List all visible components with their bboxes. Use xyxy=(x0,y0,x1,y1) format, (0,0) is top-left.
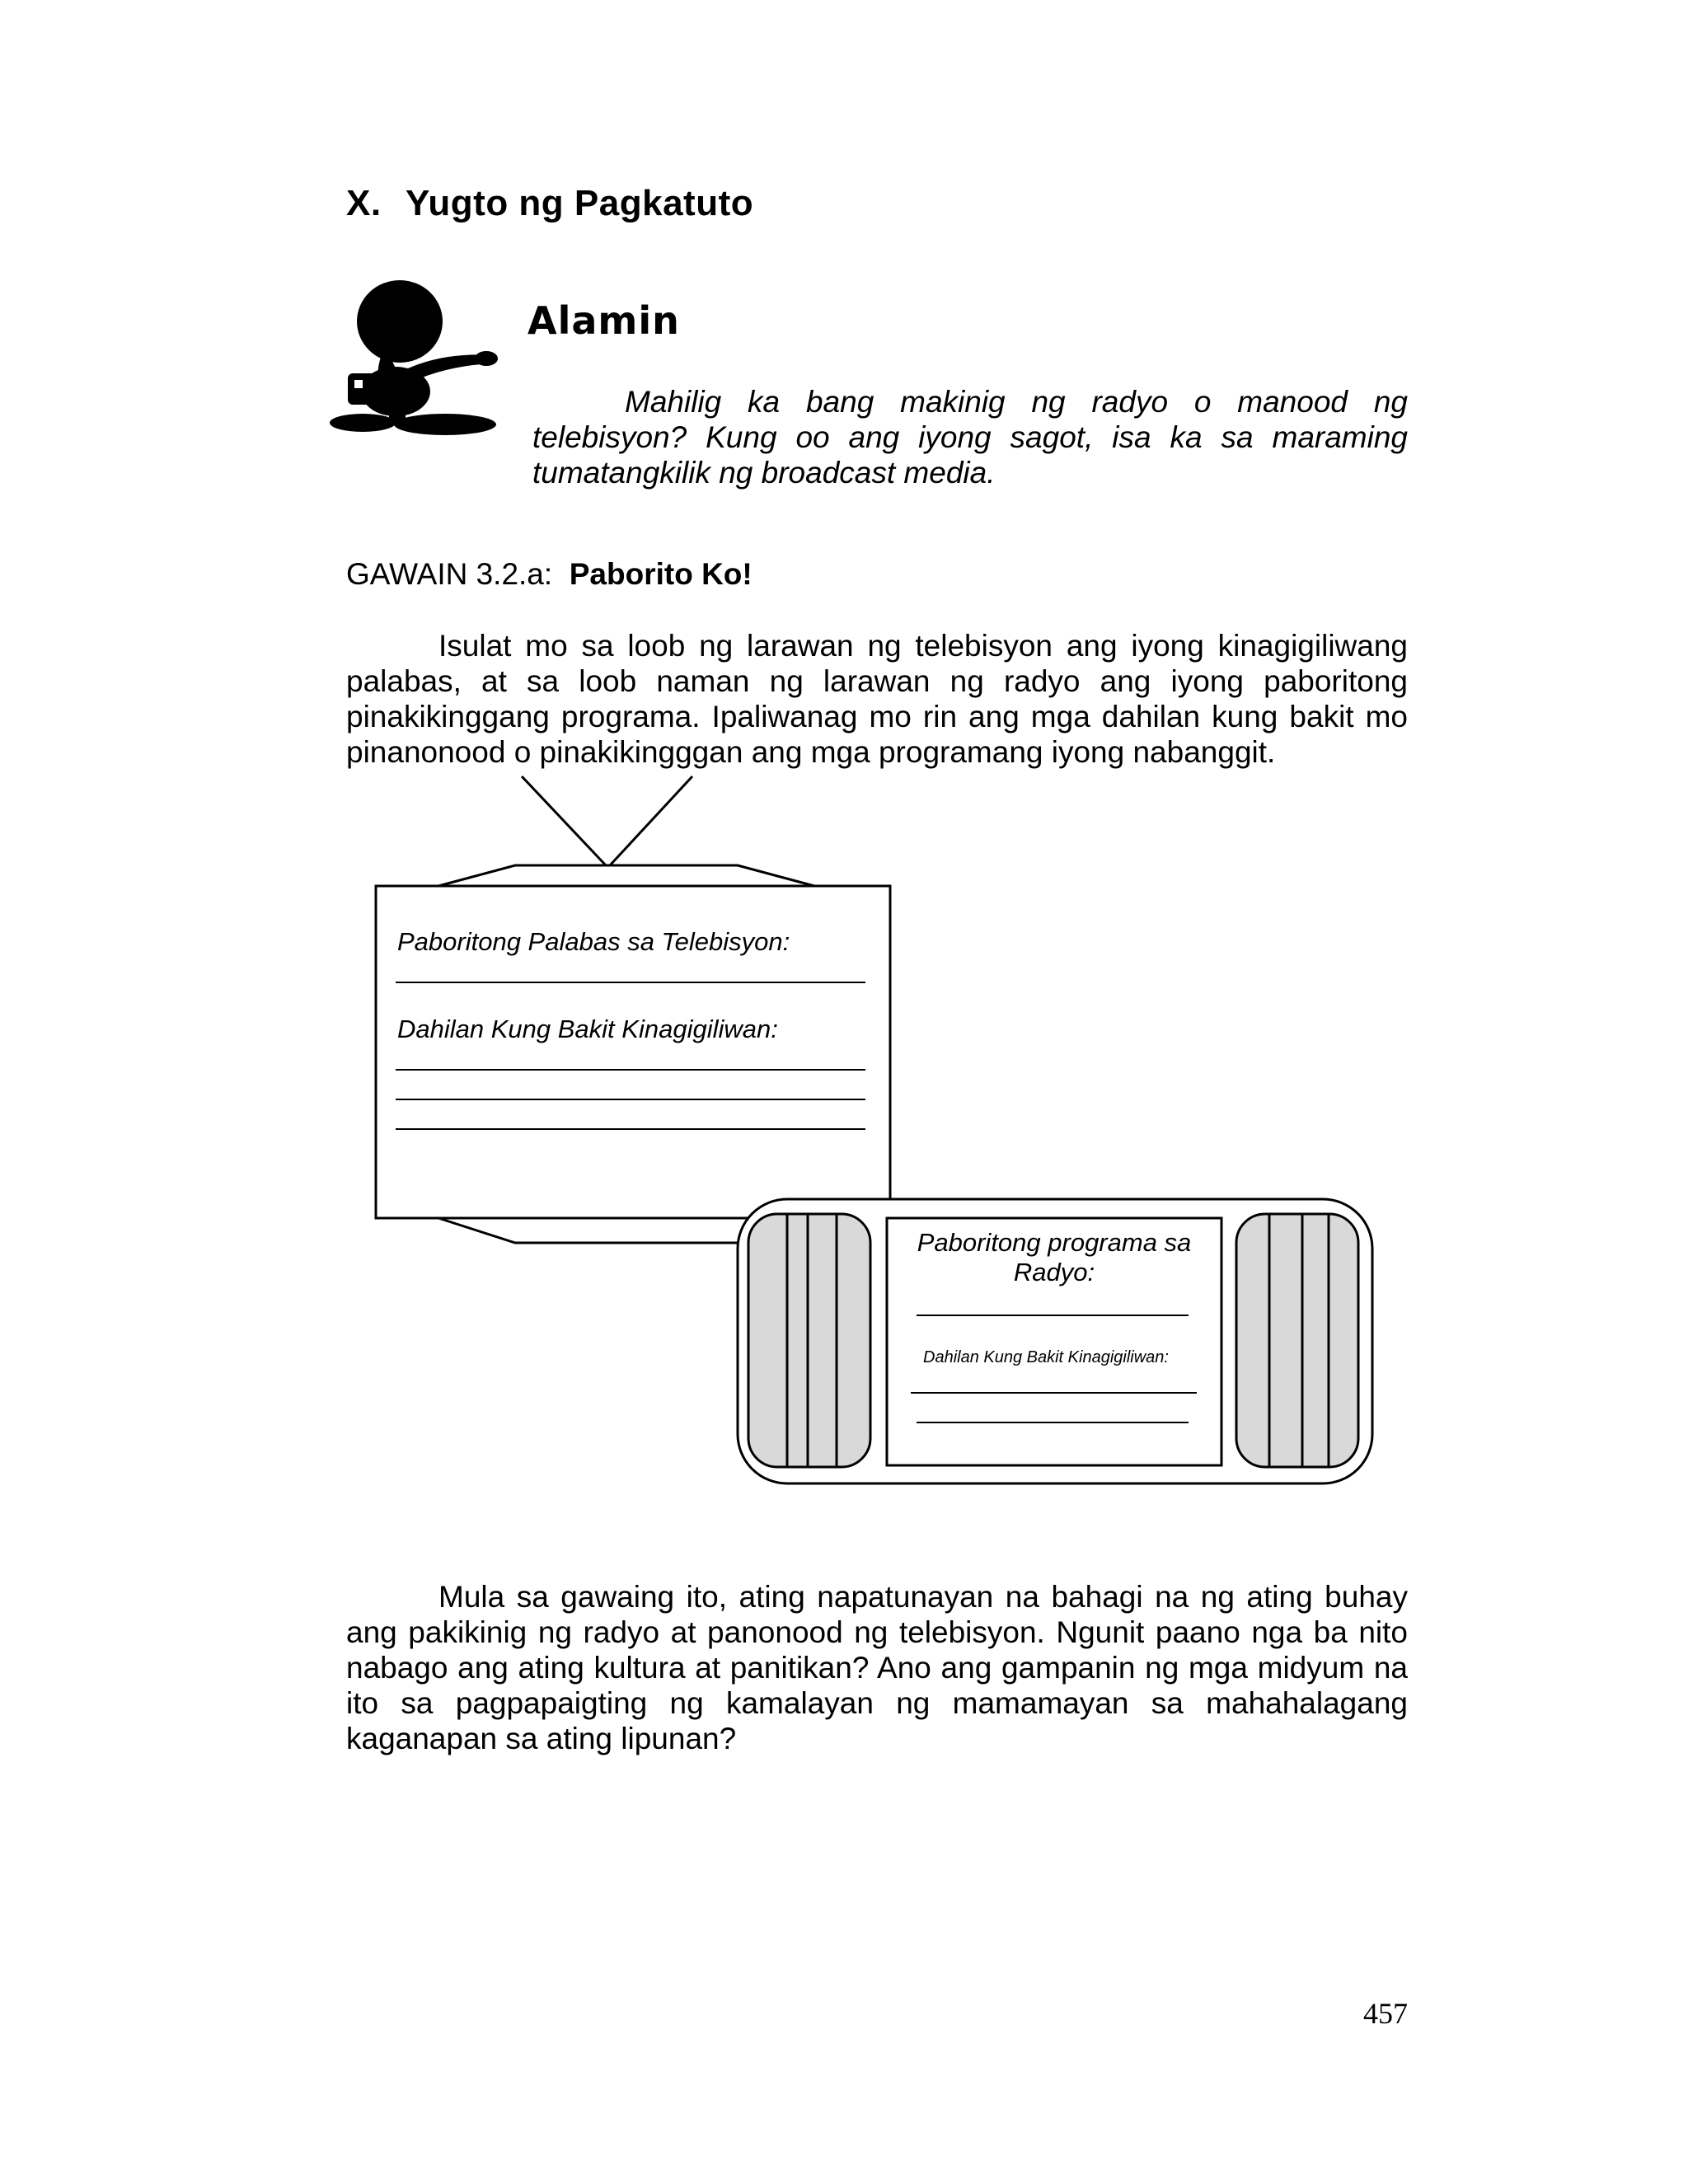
activity-label: GAWAIN 3.2.a: xyxy=(346,557,553,591)
activity-instructions: Isulat mo sa loob ng larawan ng telebisyon ang iyong kinagigiliwang palabas, at sa loob naman ng larawan ng radyo ang iyong paboritong pinakikinggang programa. Ipaliwanag mo rin ang mga dahilan kung bakit mo pinanonood o pinakikingggan ang mga programang iyong nabanggit. xyxy=(346,629,1408,769)
tv-top xyxy=(438,865,814,886)
page-number: 457 xyxy=(1363,1997,1408,2030)
tv-label-favorite-show: Paboritong Palabas sa Telebisyon: xyxy=(397,927,790,956)
tv-drawing xyxy=(376,776,890,1243)
radio-speaker-right xyxy=(1236,1214,1358,1467)
radio-label-favorite-program: Paboritong programa sa Radyo: xyxy=(917,1228,1192,1286)
radio-label-reason: Dahilan Kung Bakit Kinagigiliwan: xyxy=(923,1348,1169,1366)
radio-speaker-left xyxy=(748,1214,870,1467)
tv-bottom xyxy=(438,1218,738,1243)
tv-antenna-right xyxy=(610,776,692,865)
section-number: X. xyxy=(346,183,382,223)
intro-paragraph: Mahilig ka bang makinig ng radyo o manood ng telebisyon? Kung oo ang iyong sagot, isa ka sa maraming tumatangkilik ng broadcast media. xyxy=(532,385,1408,490)
closing-paragraph: Mula sa gawaing ito, ating napatunayan na bahagi na ng ating buhay ang pakikinig ng radyo at panonood ng telebisyon. Ngunit paano nga ba nito nabago ang ating kultura at panitikan? Ano ang gampanin ng mga midyum na ito sa pagpapaigting ng kamalayan ng mamamayan sa mahahalagang kaganapan sa ating lipunan? xyxy=(346,1580,1408,1755)
tv-antenna-left xyxy=(522,776,606,865)
tv-label-reason: Dahilan Kung Bakit Kinagigiliwan: xyxy=(397,1015,778,1043)
section-title: Yugto ng Pagkatuto xyxy=(406,183,754,223)
alamin-title: Alamin xyxy=(528,298,680,343)
activity-title: Paborito Ko! xyxy=(569,557,753,591)
